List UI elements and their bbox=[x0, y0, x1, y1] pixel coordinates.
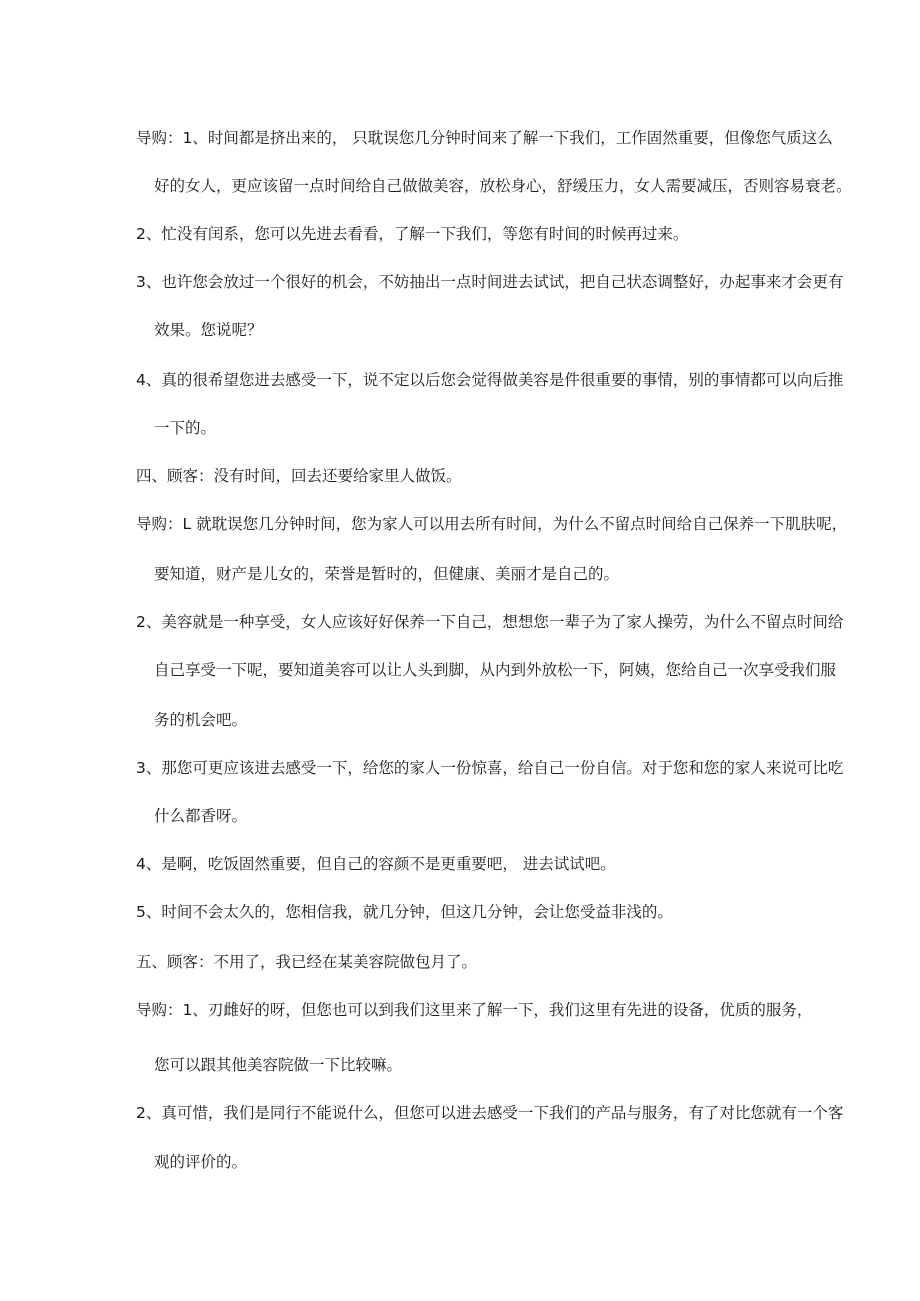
text-line: 一下的。 bbox=[154, 419, 217, 437]
text-line: 4、是啊，吃饭固然重要，但自己的容颜不是更重要吧， 进去试试吧。 bbox=[136, 855, 616, 873]
text-line: 务的机会吧。 bbox=[154, 711, 248, 729]
text-line: 要知道，财产是儿女的，荣誉是暂时的，但健康、美丽才是自己的。 bbox=[154, 565, 620, 583]
text-line: 好的女人，更应该留一点时间给自己做做美容，放松身心，舒缓压力，女人需要减压，否则容易衰老。 bbox=[154, 177, 852, 195]
text-line: 4、真的很希望您进去感受一下，说不定以后您会觉得做美容是件很重要的事情，别的事情都可以向后推 bbox=[136, 371, 844, 389]
text-line: 2、真可惜，我们是同行不能说什么，但您可以进去感受一下我们的产品与服务，有了对比您就有一个客 bbox=[136, 1104, 844, 1122]
text-line: 效果。您说呢？ bbox=[154, 321, 263, 339]
text-line: 五、顾客：不用了，我已经在某美容院做包月了。 bbox=[136, 953, 478, 971]
text-line: 四、顾客：没有时间，回去还要给家里人做饭。 bbox=[136, 467, 462, 485]
text-line: 2、美容就是一种享受，女人应该好好保养一下自己，想想您一辈子为了家人操劳，为什么不留点时间给 bbox=[136, 613, 844, 631]
text-line: 您可以跟其他美容院做一下比较嘛。 bbox=[154, 1056, 403, 1074]
text-line: 自己享受一下呢，要知道美容可以让人头到脚，从内到外放松一下，阿姨，您给自己一次享受我们服 bbox=[154, 661, 837, 679]
text-line: 什么都香呀。 bbox=[154, 807, 248, 825]
text-line: 3、也许您会放过一个很好的机会，不妨抽出一点时间进去试试，把自己状态调整好，办起事来才会更有 bbox=[136, 273, 844, 291]
text-line: 3、那您可更应该进去感受一下，给您的家人一份惊喜，给自己一份自信。对于您和您的家人来说可比吃 bbox=[136, 759, 844, 777]
text-line: 5、时间不会太久的，您相信我，就几分钟，但这几分钟，会让您受益非浅的。 bbox=[136, 903, 673, 921]
text-line: 观的评价的。 bbox=[154, 1153, 248, 1171]
text-line: 导购：L 就耽误您几分钟时间，您为家人可以用去所有时间，为什么不留点时间给自己保养一下肌肤呢， bbox=[136, 515, 848, 533]
text-line: 2、忙没有闰系，您可以先进去看看，了解一下我们，等您有时间的时候再过来。 bbox=[136, 225, 689, 243]
text-line: 导购：1、刃雌好的呀，但您也可以到我们这里来了解一下，我们这里有先进的设备，优质的服务， bbox=[136, 1001, 813, 1019]
text-line: 导购：1、时间都是挤出来的， 只耽误您几分钟时间来了解一下我们，工作固然重要，但像您气质这么 bbox=[136, 129, 833, 147]
